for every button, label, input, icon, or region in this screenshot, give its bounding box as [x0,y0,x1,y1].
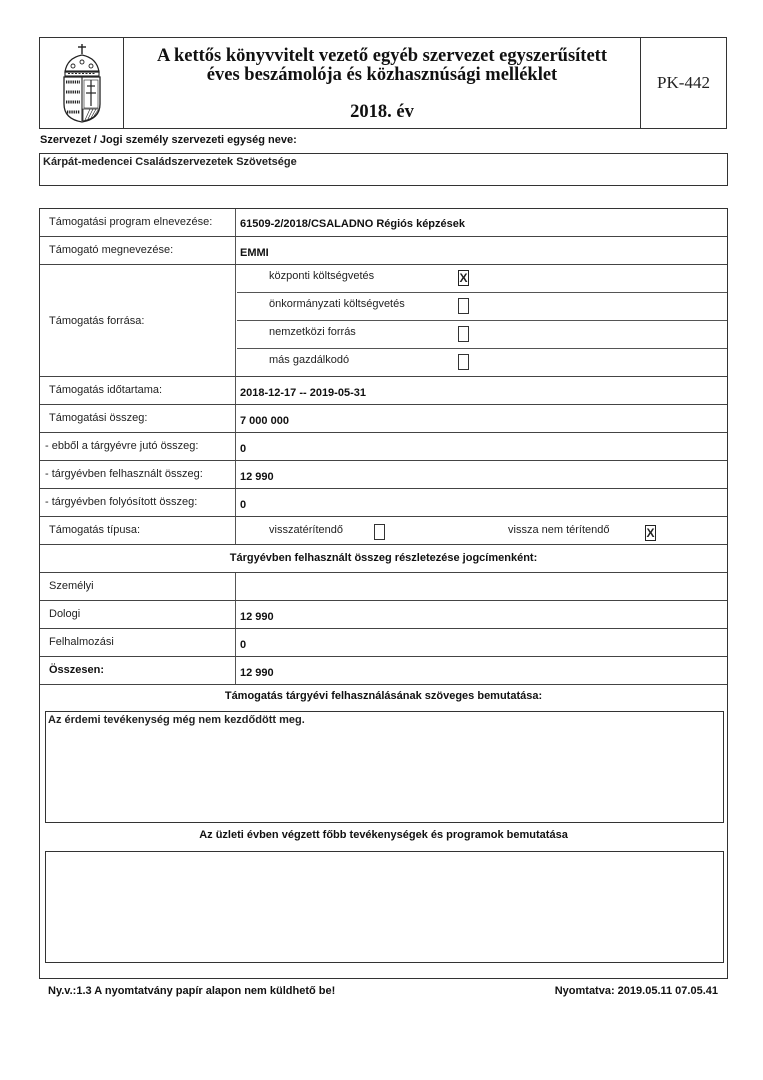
breakdown-row-material [40,601,727,629]
breakdown-value[interactable]: 12 990 [240,611,274,623]
hungarian-coat-of-arms-icon [59,42,105,124]
source-option-label: nemzetközi forrás [269,326,356,338]
used-in-year-row [40,461,727,489]
duration-row [40,377,727,405]
amount-row [40,405,727,433]
usage-description-textarea[interactable]: Az érdemi tevékenység még nem kezdődött meg. [45,711,724,823]
support-type-row [40,517,727,545]
form-title-line-2: éves beszámolója és közhasznúsági melléklet [206,65,558,85]
supporter-row [40,237,727,265]
activities-description-title: Az üzleti évben végzett főbb tevékenységek és programok bemutatása [199,829,568,841]
municipal-budget-checkbox[interactable] [458,298,469,314]
disbursed-in-year-row [40,489,727,517]
refundable-label: visszatérítendő [269,524,343,536]
supporter-label: Támogató megnevezése: [40,237,236,264]
breakdown-total-label: Összesen: [40,657,236,684]
current-year-share-value[interactable]: 0 [240,443,247,455]
support-source-row [40,265,727,377]
breakdown-label: Személyi [40,573,236,600]
support-type-label: Támogatás típusa: [40,517,236,544]
amount-value[interactable]: 7 000 000 [240,415,289,427]
other-business-checkbox[interactable] [458,354,469,370]
form-header [39,37,727,129]
printed-timestamp: Nyomtatva: 2019.05.11 07.05.41 [554,985,718,997]
source-option-municipal-budget [237,293,727,321]
current-year-share-row [40,433,727,461]
breakdown-row-personal [40,573,727,601]
non-refundable-label: vissza nem térítendő [508,524,610,536]
source-option-label: központi költségvetés [269,270,375,282]
breakdown-total-value[interactable]: 12 990 [240,667,274,679]
breakdown-row-accumulation [40,629,727,657]
supporter-value[interactable]: EMMI [240,247,269,259]
organization-name-field[interactable]: Kárpát-medencei Családszervezetek Szövetsége [39,153,728,186]
source-option-other-business [237,349,727,377]
breakdown-label: Dologi [40,601,236,628]
title-cell [124,38,641,128]
program-name-row [40,209,727,237]
international-source-checkbox[interactable] [458,326,469,342]
duration-label: Támogatás időtartama: [40,377,236,404]
activities-description-textarea[interactable] [45,851,724,963]
source-option-international [237,321,727,349]
form-title-line-1: A kettős könyvvitelt vezető egyéb szervezet egyszerűsített [157,46,607,66]
form-year: 2018. év [350,102,414,122]
form-code: PK-442 [657,73,710,92]
usage-description-title: Támogatás tárgyévi felhasználásának szöveges bemutatása: [224,690,543,702]
duration-value[interactable]: 2018-12-17 -- 2019-05-31 [240,387,366,399]
breakdown-title: Tárgyévben felhasznált összeg részletezése jogcímenként: [229,552,538,564]
current-year-share-label: - ebből a tárgyévre jutó összeg: [40,433,236,460]
source-option-label: más gazdálkodó [269,354,350,366]
organization-label: Szervezet / Jogi személy szervezeti egység neve: [40,134,297,146]
breakdown-title-row [40,545,727,573]
breakdown-label: Felhalmozási [40,629,236,656]
version-note: Ny.v.:1.3 A nyomtatvány papír alapon nem küldhető be! [48,985,336,997]
source-option-central-budget [237,265,727,293]
used-in-year-label: - tárgyévben felhasznált összeg: [40,461,236,488]
central-budget-checkbox[interactable]: X [459,271,468,285]
refundable-checkbox[interactable] [374,524,385,540]
logo-cell [40,38,124,128]
disbursed-in-year-value[interactable]: 0 [240,499,247,511]
support-table [39,208,728,979]
breakdown-row-total [40,657,727,685]
used-in-year-value[interactable]: 12 990 [240,471,274,483]
support-source-label: Támogatás forrása: [40,265,236,376]
program-name-value[interactable]: 61509-2/2018/CSALADNO Régiós képzések [240,218,465,230]
non-refundable-checkbox[interactable]: X [646,526,655,540]
program-name-label: Támogatási program elnevezése: [40,209,236,236]
breakdown-value[interactable] [237,573,727,600]
source-option-label: önkormányzati költségvetés [269,298,405,310]
breakdown-value[interactable]: 0 [240,639,247,651]
disbursed-in-year-label: - tárgyévben folyósított összeg: [40,489,236,516]
amount-label: Támogatási összeg: [40,405,236,432]
support-type-options [237,517,727,544]
